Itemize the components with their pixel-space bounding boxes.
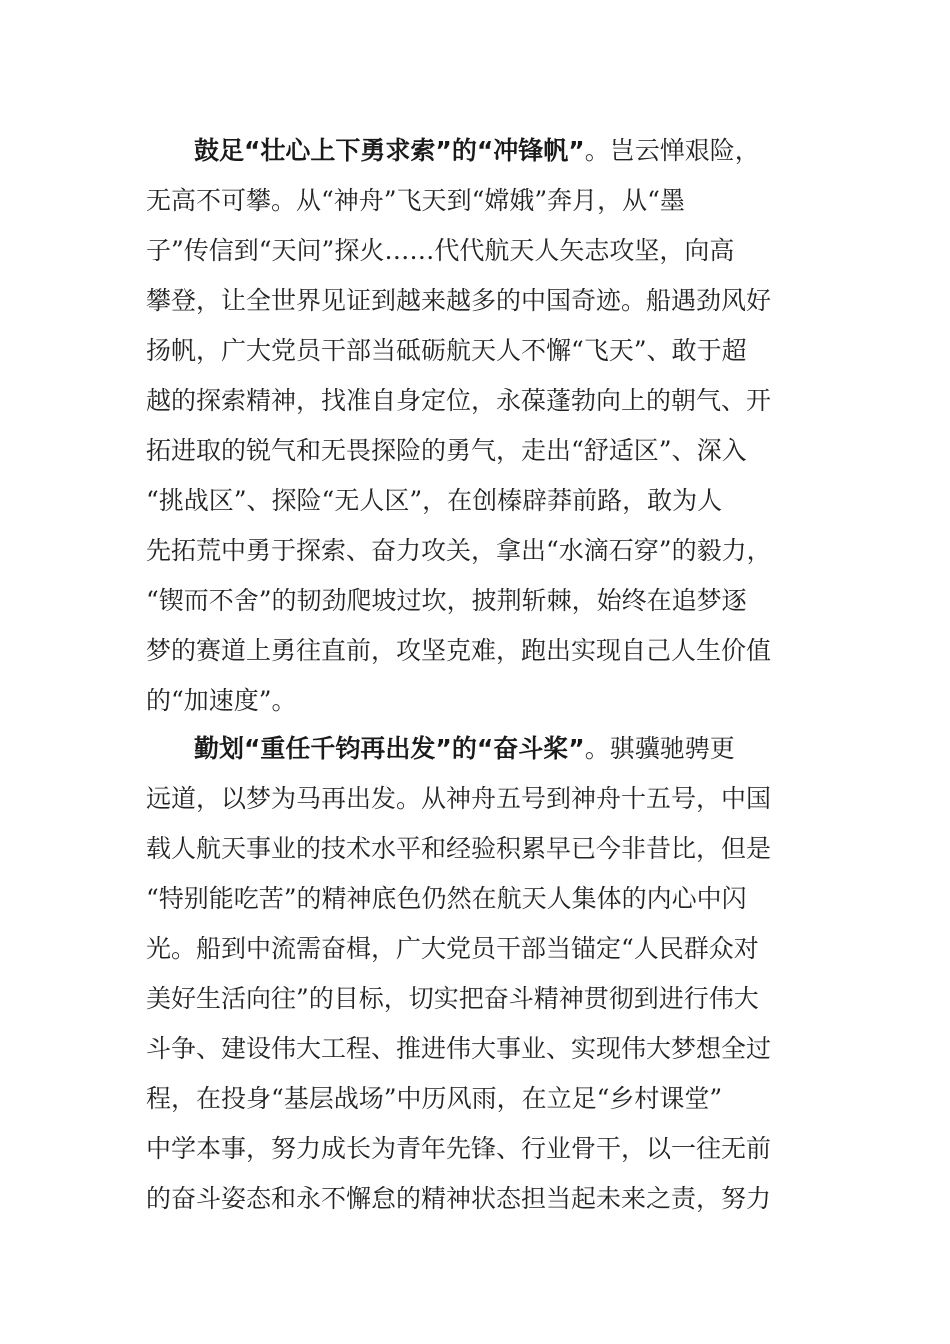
text-line: 远道，以梦为马再出发。从神舟五号到神舟十五号，中国 xyxy=(146,784,772,813)
text-line: 载人航天事业的技术水平和经验积累早已今非昔比，但是 xyxy=(146,834,772,863)
text-line: 光。船到中流需奋楫，广大党员干部当锚定“人民群众对 xyxy=(146,934,759,963)
text-line: 扬帆，广大党员干部当砥砺航天人不懈“飞天”、敢于超 xyxy=(146,336,747,365)
text-line: 拓进取的锐气和无畏探险的勇气，走出“舒适区”、深入 xyxy=(146,436,747,465)
text-line: 斗争、建设伟大工程、推进伟大事业、实现伟大梦想全过 xyxy=(146,1034,772,1063)
text-line: 先拓荒中勇于探索、奋力攻关，拿出“水滴石穿”的毅力， xyxy=(146,536,772,565)
text-line: 。骐骥驰骋更 xyxy=(584,734,735,763)
paragraph-1 xyxy=(146,126,816,726)
text-line: 程，在投身“基层战场”中历风雨，在立足“乡村课堂” xyxy=(146,1084,723,1113)
text-line: 无高不可攀。从“神舟”飞天到“嫦娥”奔月，从“墨 xyxy=(146,186,685,215)
text-line: 的奋斗姿态和永不懈怠的精神状态担当起未来之责，努力 xyxy=(146,1184,772,1213)
text-line: 。岂云惮艰险， xyxy=(584,136,760,165)
text-line: 越的探索精神，找准自身定位，永葆蓬勃向上的朝气、开 xyxy=(146,386,772,415)
paragraph-heading: 鼓足“壮心上下勇求索”的“冲锋帆” xyxy=(194,136,585,165)
text-line: 梦的赛道上勇往直前，攻坚克难，跑出实现自己人生价值 xyxy=(146,636,772,665)
text-line: “特别能吃苦”的精神底色仍然在航天人集体的内心中闪 xyxy=(146,884,747,913)
paragraph-first-line xyxy=(146,724,816,774)
text-line: 攀登，让全世界见证到越来越多的中国奇迹。船遇劲风好 xyxy=(146,286,772,315)
text-line: 美好生活向往”的目标，切实把奋斗精神贯彻到进行伟大 xyxy=(146,984,759,1013)
paragraph-2 xyxy=(146,724,816,1224)
text-line: 的“加速度”。 xyxy=(146,686,297,715)
paragraph-first-line xyxy=(146,126,816,176)
text-line: “锲而不舍”的韧劲爬坡过坎，披荆斩棘，始终在追梦逐 xyxy=(146,586,747,615)
text-line: 子”传信到“天问”探火……代代航天人矢志攻坚，向高 xyxy=(146,236,735,265)
text-line: “挑战区”、探险“无人区”，在创榛辟莽前路，敢为人 xyxy=(146,486,723,515)
paragraph-heading: 勤划“重任千钧再出发”的“奋斗桨” xyxy=(194,734,585,763)
text-line: 中学本事，努力成长为青年先锋、行业骨干，以一往无前 xyxy=(146,1134,772,1163)
